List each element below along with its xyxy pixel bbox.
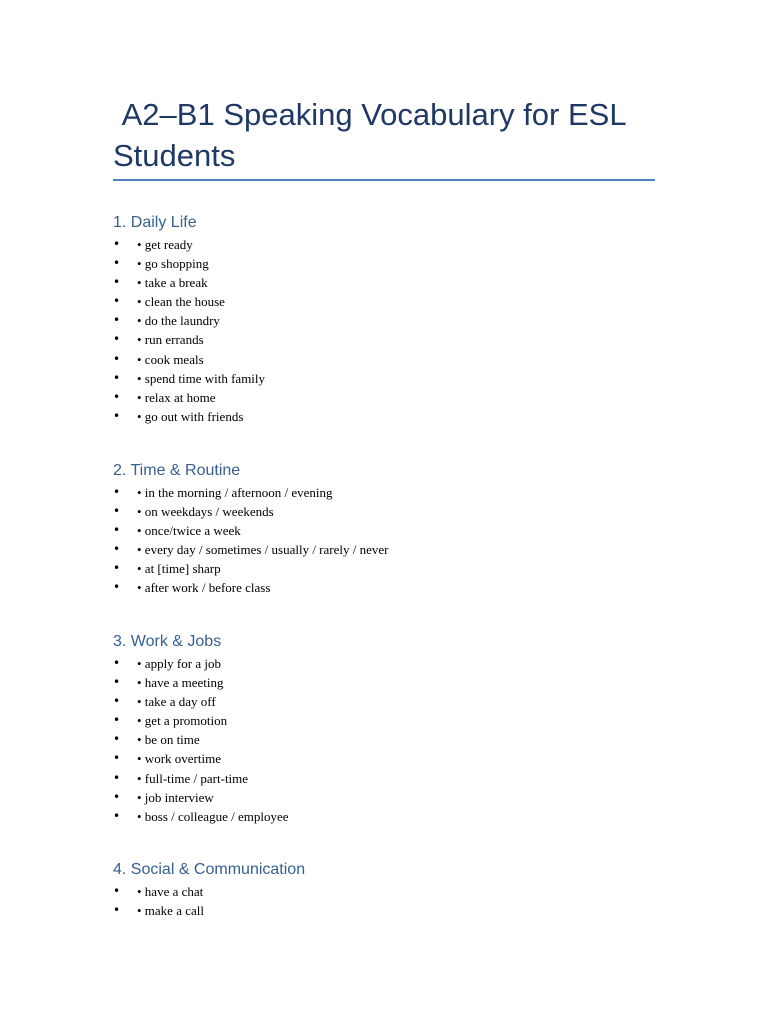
bullet-icon: • [113, 561, 121, 576]
list-item-text: • spend time with family [137, 370, 266, 386]
section-daily-life [113, 211, 673, 426]
bullet-icon: • [113, 694, 121, 709]
list-item [113, 807, 673, 826]
list-item [113, 502, 673, 521]
bullet-icon: • [113, 237, 121, 251]
bullet-icon: • [113, 751, 121, 766]
bullet-icon: • [113, 485, 121, 499]
section-heading: 3. Work & Jobs [113, 633, 222, 650]
bullet-icon: • [113, 523, 121, 538]
bullet-icon: • [113, 275, 121, 290]
list-item [113, 369, 673, 388]
vocabulary-list [113, 483, 673, 598]
list-item [113, 559, 673, 578]
bullet-icon: • [113, 542, 121, 557]
list-item [113, 521, 673, 540]
bullet-icon: • [113, 675, 121, 690]
list-item [113, 711, 673, 730]
bullet-icon: • [113, 580, 121, 595]
bullet-icon: • [113, 504, 121, 519]
list-item-text: • in the morning / afternoon / evening [137, 485, 333, 500]
bullet-icon: • [113, 389, 121, 404]
document-title: A2–B1 Speaking Vocabulary for ESL Students [113, 97, 635, 173]
list-item-text: • once/twice a week [137, 523, 241, 539]
bullet-icon: • [113, 789, 121, 804]
list-item [113, 273, 673, 292]
bullet-icon: • [113, 332, 121, 347]
bullet-icon: • [113, 351, 121, 366]
vocabulary-list [113, 654, 673, 826]
bullet-icon: • [113, 903, 121, 918]
list-item-text: • cook meals [137, 351, 204, 367]
list-item [113, 730, 673, 749]
list-item-text: • at [time] sharp [137, 561, 221, 577]
list-item-text: • do the laundry [137, 313, 220, 329]
list-item [113, 350, 673, 369]
list-item-text: • boss / colleague / employee [137, 808, 289, 824]
list-item-text: • run errands [137, 332, 204, 348]
section-time-routine [113, 459, 673, 598]
bullet-icon: • [113, 770, 121, 785]
list-item-text: • on weekdays / weekends [137, 504, 274, 520]
section-social-communication [113, 858, 673, 920]
list-item [113, 882, 673, 901]
list-item [113, 292, 673, 311]
title-underline-rule [113, 179, 655, 181]
list-item-text: • job interview [137, 789, 214, 805]
list-item-text: • relax at home [137, 389, 216, 405]
vocabulary-list [113, 882, 673, 920]
list-item [113, 578, 673, 597]
bullet-icon: • [113, 256, 121, 271]
list-item-text: • have a chat [137, 884, 204, 899]
list-item-text: • work overtime [137, 751, 221, 767]
list-item-text: • get ready [137, 237, 193, 252]
bullet-icon: • [113, 713, 121, 728]
section-heading: 4. Social & Communication [113, 861, 306, 878]
section-heading: 1. Daily Life [113, 214, 197, 231]
list-item-text: • go shopping [137, 256, 209, 272]
list-item [113, 540, 673, 559]
list-item-text: • apply for a job [137, 656, 221, 671]
list-item [113, 654, 673, 673]
bullet-icon: • [113, 370, 121, 385]
bullet-icon: • [113, 294, 121, 309]
list-item [113, 388, 673, 407]
bullet-icon: • [113, 408, 121, 423]
list-item-text: • after work / before class [137, 580, 271, 596]
list-item [113, 407, 673, 426]
list-item [113, 769, 673, 788]
list-item [113, 692, 673, 711]
list-item [113, 901, 673, 920]
section-work-jobs [113, 630, 673, 826]
list-item-text: • get a promotion [137, 713, 228, 729]
list-item-text: • go out with friends [137, 408, 244, 424]
list-item [113, 330, 673, 349]
list-item-text: • have a meeting [137, 675, 224, 691]
bullet-icon: • [113, 884, 121, 898]
list-item-text: • make a call [137, 903, 204, 919]
list-item-text: • take a day off [137, 694, 216, 710]
bullet-icon: • [113, 313, 121, 328]
list-item-text: • full-time / part-time [137, 770, 249, 786]
section-heading: 2. Time & Routine [113, 462, 241, 479]
list-item-text: • clean the house [137, 294, 225, 310]
list-item-text: • take a break [137, 275, 208, 291]
list-item [113, 254, 673, 273]
list-item [113, 483, 673, 502]
list-item [113, 235, 673, 254]
list-item [113, 311, 673, 330]
bullet-icon: • [113, 808, 121, 823]
bullet-icon: • [113, 656, 121, 670]
list-item-text: • be on time [137, 732, 200, 748]
list-item [113, 749, 673, 768]
list-item-text: • every day / sometimes / usually / rarely / never [137, 542, 389, 558]
bullet-icon: • [113, 732, 121, 747]
vocabulary-list [113, 235, 673, 426]
list-item [113, 788, 673, 807]
list-item [113, 673, 673, 692]
